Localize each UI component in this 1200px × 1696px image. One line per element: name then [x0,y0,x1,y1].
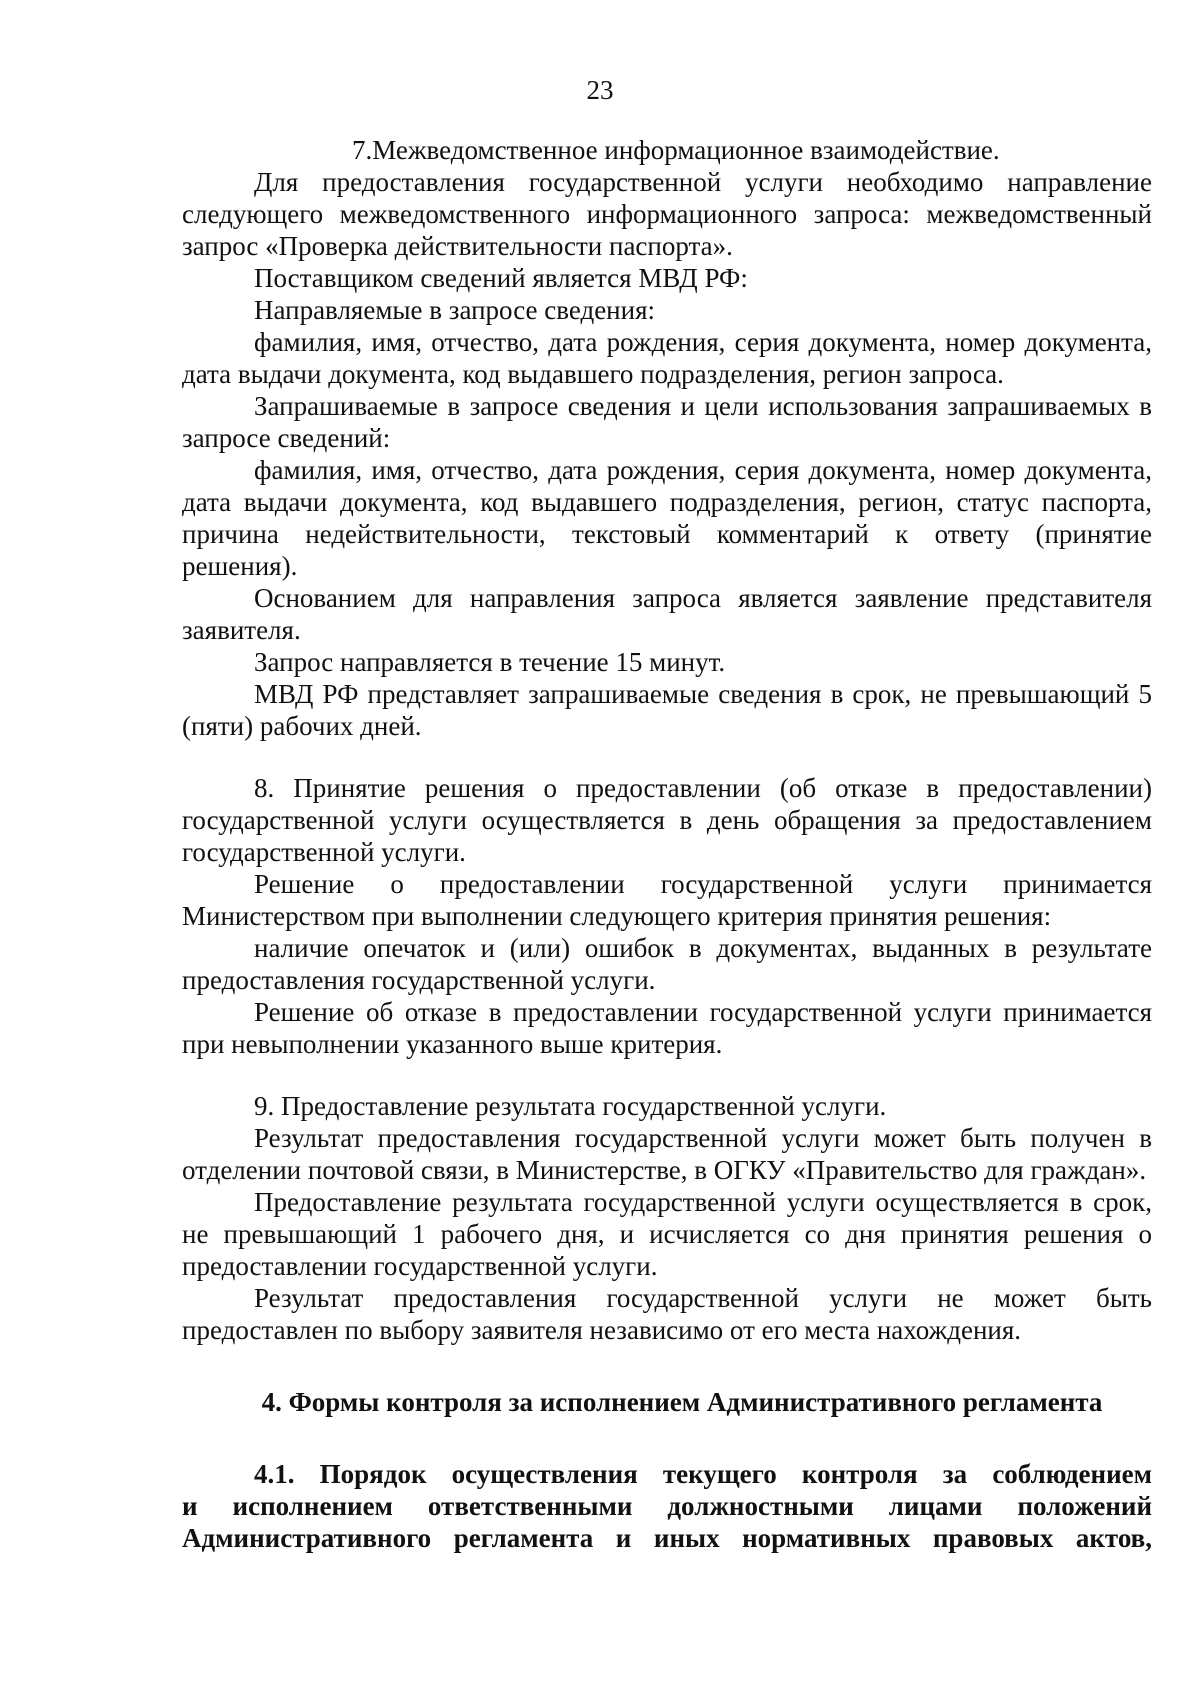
page-number: 23 [586,75,614,105]
spacer [182,742,1152,772]
document-body [182,134,1152,1554]
paragraph: Предоставление результата государственной услуги осуществляется в срок, не превышающий 1 рабочего дня, и исчисляется со дня принятия решения о предоставлении государственной услуги. [182,1187,1152,1281]
paragraph: Результат предоставления государственной услуги может быть получен в отделении почтовой связи, в Министерстве, в ОГКУ «Правительство для граждан». [182,1123,1152,1185]
subsection-heading-line: 4.1. Порядок осуществления текущего контроля за соблюдением [254,1459,1152,1489]
paragraph: наличие опечаток и (или) ошибок в документах, выданных в результате предоставления государственной услуги. [182,933,1152,995]
paragraph: Запрашиваемые в запросе сведения и цели использования запрашиваемых в запросе сведений: [182,391,1152,453]
paragraph: Основанием для направления запроса является заявление представителя заявителя. [182,583,1152,645]
paragraph: Направляемые в запросе сведения: [254,295,655,325]
paragraph: Запрос направляется в течение 15 минут. [254,647,726,677]
paragraph: фамилия, имя, отчество, дата рождения, серия документа, номер документа, дата выдачи документа, код выдавшего подразделения, регион, статус паспорта, причина недействительности, текстовый комментарий к ответу (принятие решения). [182,455,1152,581]
paragraph: Для предоставления государственной услуги необходимо направление следующего межведомственного информационного запроса: межведомственный запрос «Проверка действительности паспорта». [182,167,1152,261]
paragraph: Решение о предоставлении государственной услуги принимается Министерством при выполнении следующего критерия принятия решения: [182,869,1152,931]
paragraph-interagency-heading: 7.Межведомственное информационное взаимодействие. [352,135,1000,165]
paragraph: Решение об отказе в предоставлении государственной услуги принимается при невыполнении указанного выше критерия. [182,997,1152,1059]
paragraph: МВД РФ представляет запрашиваемые сведения в срок, не превышающий 5 (пяти) рабочих дней. [182,679,1152,741]
paragraph-section-9: 9. Предоставление результата государственной услуги. [254,1091,887,1121]
paragraph-section-8: 8. Принятие решения о предоставлении (об отказе в предоставлении) государственной услуги осуществляется в день обращения за предоставлением государственной услуги. [182,773,1152,867]
spacer [182,1346,1152,1386]
paragraph: Поставщиком сведений является МВД РФ: [254,263,748,293]
spacer [182,1418,1152,1458]
paragraph: фамилия, имя, отчество, дата рождения, серия документа, номер документа, дата выдачи документа, код выдавшего подразделения, регион запроса. [182,327,1152,389]
subsection-heading-line: и исполнением ответственными должностными лицами положений [182,1491,1152,1521]
spacer [182,1060,1152,1090]
section-heading: 4. Формы контроля за исполнением Административного регламента [261,1387,1103,1417]
paragraph: Результат предоставления государственной услуги не может быть предоставлен по выбору заявителя независимо от его места нахождения. [182,1283,1152,1345]
subsection-heading-line: Административного регламента и иных нормативных правовых актов, [182,1523,1152,1553]
